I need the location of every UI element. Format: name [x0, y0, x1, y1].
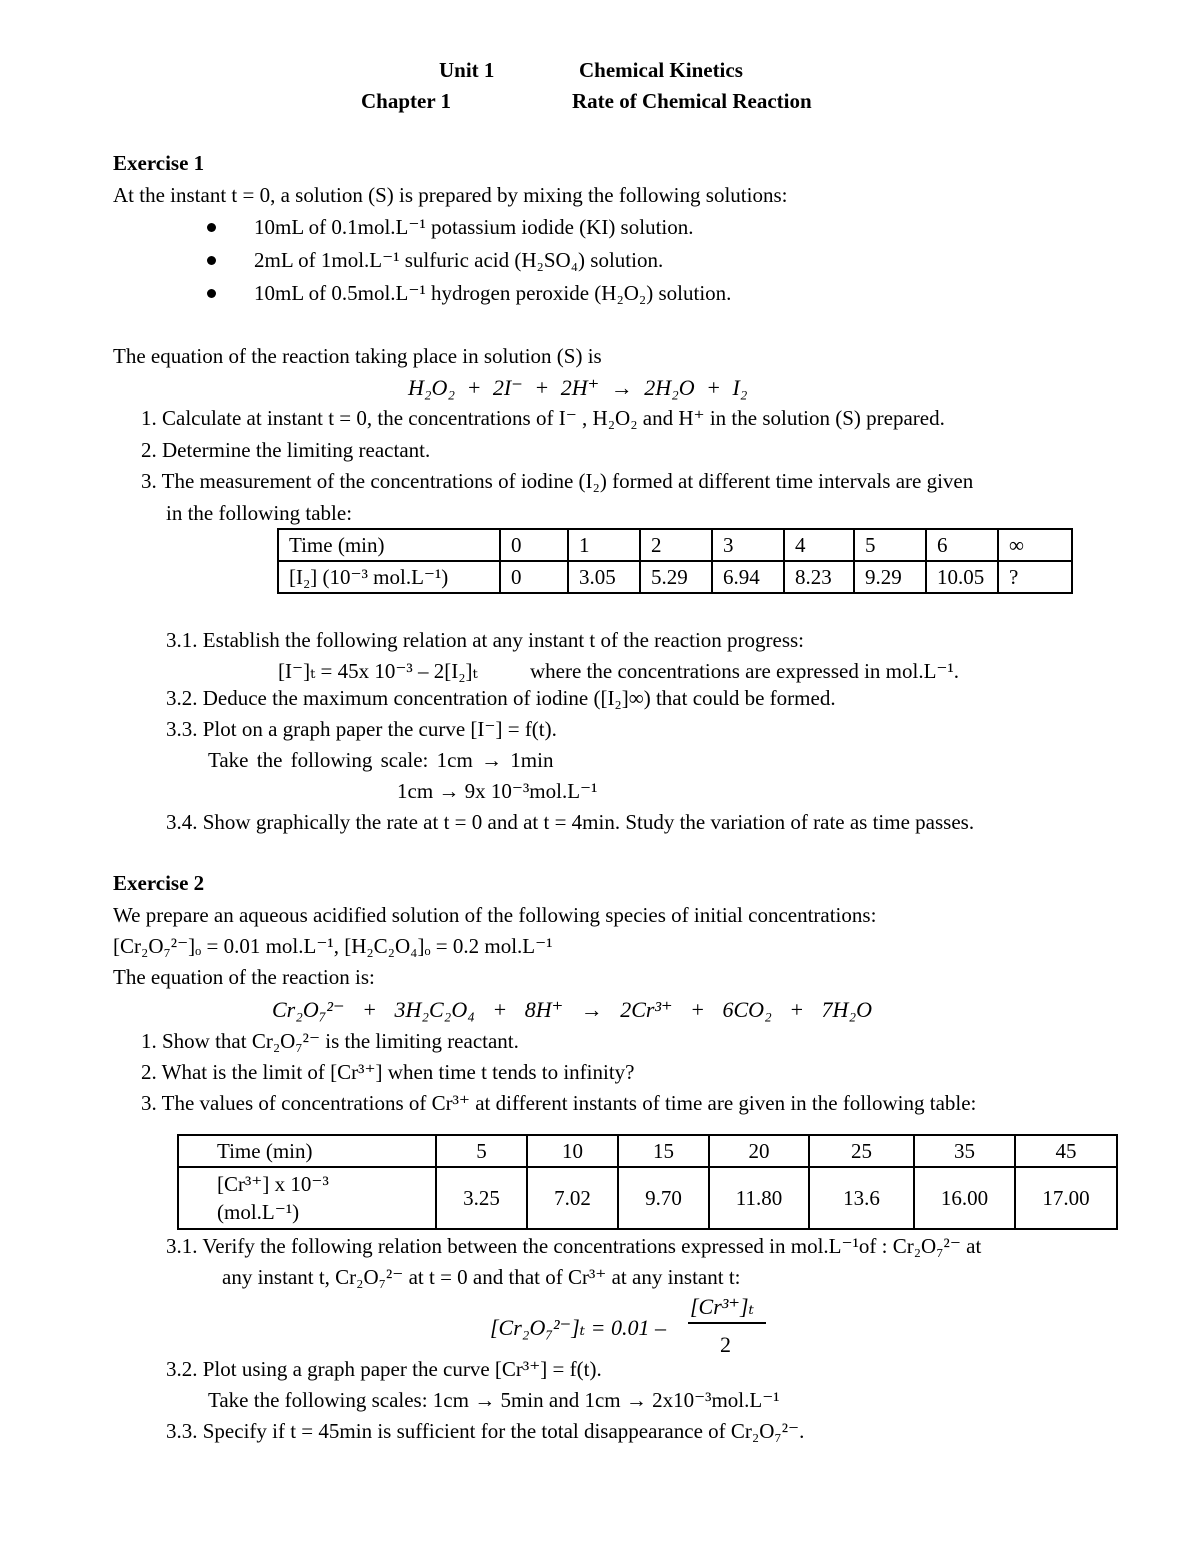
exercise1-intro: At the instant t = 0, a solution (S) is prepared by mixing the following solutions:	[113, 183, 788, 207]
cell-line: [Cr³⁺] x 10⁻³	[217, 1172, 329, 1196]
table-cell: ∞	[998, 529, 1072, 561]
question-continued: in the following table:	[166, 501, 353, 525]
initial-concentrations: [Cr₂O₇²⁻]ₒ = 0.01 mol.L⁻¹, [H₂C₂O₄]ₒ = 0.2 mol.L⁻¹	[113, 934, 553, 958]
relation-units: where the concentrations are expressed in mol.L⁻¹.	[530, 659, 960, 683]
table-cell: 0	[500, 561, 568, 593]
bullet-item: 10mL of 0.1mol.L⁻¹ potassium iodide (KI) solution.	[254, 215, 694, 239]
bullet-item: 10mL of 0.5mol.L⁻¹ hydrogen peroxide (H₂O₂) solution.	[254, 281, 732, 305]
cell-line: (mol.L⁻¹)	[217, 1200, 300, 1224]
chromium-concentration-table	[177, 1134, 1118, 1230]
table-cell: 9.29	[854, 561, 926, 593]
table-cell: 8.23	[784, 561, 854, 593]
table-cell: 3.25	[436, 1167, 527, 1229]
table-cell: 45	[1015, 1135, 1117, 1167]
table-cell: 1	[568, 529, 640, 561]
table-cell: 20	[709, 1135, 809, 1167]
table-cell: Time (min)	[278, 529, 500, 561]
table-cell: 3.05	[568, 561, 640, 593]
table-row	[278, 529, 1072, 561]
table-cell: 16.00	[914, 1167, 1015, 1229]
question: 2. Determine the limiting reactant.	[141, 438, 431, 462]
iodine-concentration-table	[277, 528, 1073, 594]
table-cell: 10	[527, 1135, 618, 1167]
question: 3. The measurement of the concentrations of iodine (I₂) formed at different time intervals are given	[141, 469, 974, 493]
table-cell: 5	[436, 1135, 527, 1167]
reaction-equation: H₂O₂ + 2I⁻ + 2H⁺ → 2H₂O + I₂	[408, 375, 748, 400]
subquestion: 3.4. Show graphically the rate at t = 0 and at t = 4min. Study the variation of rate as time passes.	[166, 810, 975, 834]
subquestion: 3.1. Verify the following relation between the concentrations expressed in mol.L⁻¹of : Cr₂O₇²⁻ at	[166, 1234, 982, 1258]
relation-left: [Cr₂O₇²⁻]ₜ = 0.01 –	[490, 1315, 667, 1340]
table-cell: Time (min)	[178, 1135, 436, 1167]
table-row	[178, 1135, 1117, 1167]
bullet-item: 2mL of 1mol.L⁻¹ sulfuric acid (H₂SO₄) solution.	[254, 248, 664, 272]
subquestion: 3.2. Deduce the maximum concentration of iodine ([I₂]∞) that could be formed.	[166, 686, 836, 710]
table-row	[278, 561, 1072, 593]
exercise1-title: Exercise 1	[113, 151, 205, 175]
table-cell	[178, 1167, 436, 1229]
table-cell: 6.94	[712, 561, 784, 593]
table-cell: 11.80	[709, 1167, 809, 1229]
bullet-dot	[207, 223, 216, 232]
subquestion: 3.3. Specify if t = 45min is sufficient for the total disappearance of Cr₂O₇²⁻.	[166, 1419, 805, 1443]
table-cell: 5	[854, 529, 926, 561]
table-cell: 6	[926, 529, 998, 561]
question: 2. What is the limit of [Cr³⁺] when time t tends to infinity?	[141, 1060, 635, 1084]
table-cell: 10.05	[926, 561, 998, 593]
relation: [I⁻]ₜ = 45x 10⁻³ – 2[I₂]ₜ	[278, 659, 478, 683]
table-cell: 0	[500, 529, 568, 561]
question: 1. Show that Cr₂O₇²⁻ is the limiting reactant.	[141, 1029, 519, 1053]
table-cell: [I₂] (10⁻³ mol.L⁻¹)	[278, 561, 500, 593]
table-cell: 17.00	[1015, 1167, 1117, 1229]
table-cell: ?	[998, 561, 1072, 593]
table-row	[178, 1167, 1117, 1229]
exercise2-intro: We prepare an aqueous acidified solution of the following species of initial concentrations:	[113, 903, 877, 927]
unit-label: Unit 1	[439, 58, 495, 82]
table-cell: 3	[712, 529, 784, 561]
table-cell: 9.70	[618, 1167, 709, 1229]
table-cell: 4	[784, 529, 854, 561]
subquestion: 3.2. Plot using a graph paper the curve [Cr³⁺] = f(t).	[166, 1357, 602, 1381]
table-cell: 25	[809, 1135, 914, 1167]
scale-note: Take the following scale: 1cm → 1min	[208, 748, 554, 772]
bullet-dot	[207, 289, 216, 298]
equation-intro: The equation of the reaction taking place in solution (S) is	[113, 344, 602, 368]
equation-intro: The equation of the reaction is:	[113, 965, 375, 989]
subquestion: 3.1. Establish the following relation at any instant t of the reaction progress:	[166, 628, 805, 652]
chapter-label: Chapter 1	[361, 89, 452, 113]
exercise2-title: Exercise 2	[113, 871, 205, 895]
relation-numerator: [Cr³⁺]ₜ	[690, 1294, 754, 1319]
subquestion: 3.3. Plot on a graph paper the curve [I⁻] = f(t).	[166, 717, 557, 741]
fraction-bar	[688, 1322, 766, 1324]
table-cell: 15	[618, 1135, 709, 1167]
chapter-title: Rate of Chemical Reaction	[572, 89, 812, 113]
table-cell: 35	[914, 1135, 1015, 1167]
scale-note: 1cm → 9x 10⁻³mol.L⁻¹	[397, 779, 598, 803]
reaction-equation: Cr₂O₇²⁻ + 3H₂C₂O₄ + 8H⁺ → 2Cr³⁺ + 6CO₂ + 7H₂O	[272, 997, 872, 1022]
table-cell: 13.6	[809, 1167, 914, 1229]
bullet-dot	[207, 256, 216, 265]
table-cell: 2	[640, 529, 712, 561]
subquestion-continued: any instant t, Cr₂O₇²⁻ at t = 0 and that of Cr³⁺ at any instant t:	[222, 1265, 741, 1289]
question: 3. The values of concentrations of Cr³⁺ at different instants of time are given in the following table:	[141, 1091, 977, 1115]
scale-note: Take the following scales: 1cm → 5min and 1cm → 2x10⁻³mol.L⁻¹	[208, 1388, 780, 1412]
question: 1. Calculate at instant t = 0, the concentrations of I⁻ , H₂O₂ and H⁺ in the solution (S) prepared.	[141, 406, 945, 430]
table-cell: 5.29	[640, 561, 712, 593]
relation-denominator: 2	[720, 1332, 731, 1357]
unit-title: Chemical Kinetics	[579, 58, 743, 82]
table-cell: 7.02	[527, 1167, 618, 1229]
